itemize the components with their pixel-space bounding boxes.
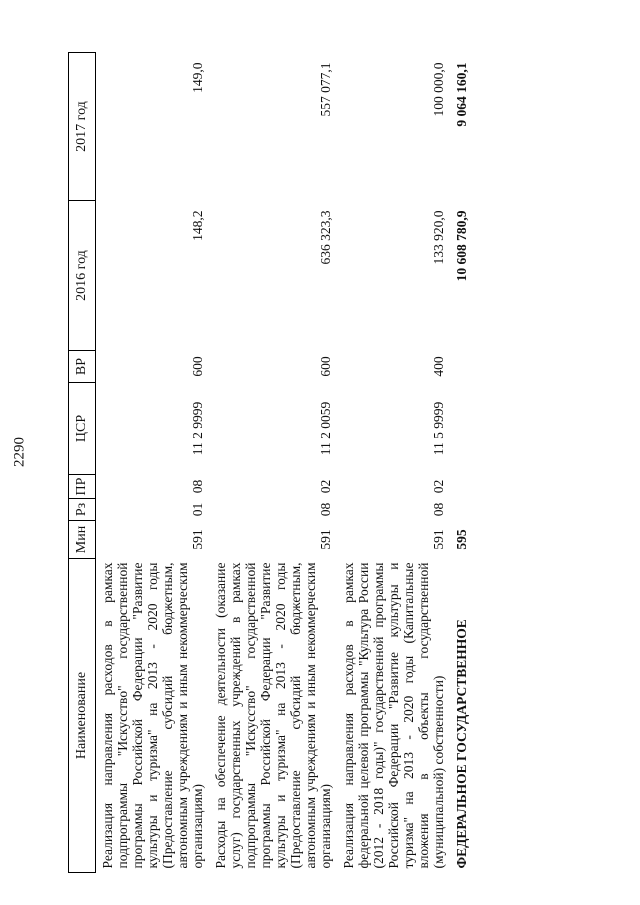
row-rz: 01 — [190, 502, 205, 517]
header-vr: ВР — [69, 351, 96, 383]
header-csr: ЦСР — [69, 383, 96, 475]
header-name: Наименование — [69, 559, 96, 873]
row-rz: 08 — [431, 502, 446, 517]
page-number-text: 2290 — [11, 437, 28, 467]
row-pr: 08 — [190, 479, 205, 494]
row-min: 591 — [318, 529, 333, 550]
table-row — [337, 53, 450, 873]
total-2016: 10 608 780,9 — [454, 210, 469, 282]
row-2016: 636 323,3 — [318, 210, 333, 265]
table-row — [96, 53, 210, 873]
row-2017: 149,0 — [190, 62, 205, 93]
row-2016: 133 920,0 — [431, 210, 446, 265]
row-2017: 557 077,1 — [318, 62, 333, 117]
row-name: Расходы на обеспечение деятельности (оказание услуг) государственных учреждений в рамках подпрограммы "Искусство" государственной программы Российской Федерации "Развитие культуры и туризма" на 2013 - 2020 годы (Предоставление субсидий бюджетным, автономным учреждениям и иным некоммерческим организациям) — [213, 562, 333, 869]
row-pr: 02 — [431, 479, 446, 494]
total-name: ФЕДЕРАЛЬНОЕ ГОСУДАРСТВЕННОЕ — [454, 619, 469, 869]
table-header — [69, 53, 96, 873]
header-2017: 2017 год — [69, 53, 96, 201]
total-row — [450, 53, 473, 873]
row-vr: 600 — [190, 356, 205, 377]
header-rz: Рз — [69, 499, 96, 521]
row-csr: 11 2 0059 — [318, 401, 333, 456]
page-number — [0, 0, 40, 905]
row-vr: 600 — [318, 356, 333, 377]
row-csr: 11 5 9999 — [431, 401, 446, 456]
table-row — [209, 53, 337, 873]
budget-table — [68, 52, 473, 873]
row-name: Реализация направления расходов в рамках подпрограммы "Искусство" государственной программы Российской Федерации "Развитие культуры и туризма" на 2013 - 2020 годы (Предоставление субсидий бюджетным, автономным учреждениям и иным некоммерческим организациям) — [100, 562, 205, 869]
total-min: 595 — [454, 529, 469, 550]
row-vr: 400 — [431, 356, 446, 377]
row-2016: 148,2 — [190, 210, 205, 241]
total-2017: 9 064 160,1 — [454, 62, 469, 127]
row-2017: 100 000,0 — [431, 62, 446, 117]
row-min: 591 — [190, 529, 205, 550]
header-2016: 2016 год — [69, 201, 96, 351]
row-pr: 02 — [318, 479, 333, 494]
row-min: 591 — [431, 529, 446, 550]
header-min: Мин — [69, 521, 96, 559]
row-csr: 11 2 9999 — [190, 401, 205, 456]
budget-table-container — [68, 53, 596, 873]
header-pr: ПР — [69, 475, 96, 499]
row-name: Реализация направления расходов в рамках федеральной целевой программы "Культура России (2012 - 2018 годы)" государственной программы Российской Федерации "Развитие культуры и туризма" на 2013 - 2020 годы (Капитальные вложения в объекты государственной (муниципальной) собственности) — [341, 562, 446, 869]
row-rz: 08 — [318, 502, 333, 517]
